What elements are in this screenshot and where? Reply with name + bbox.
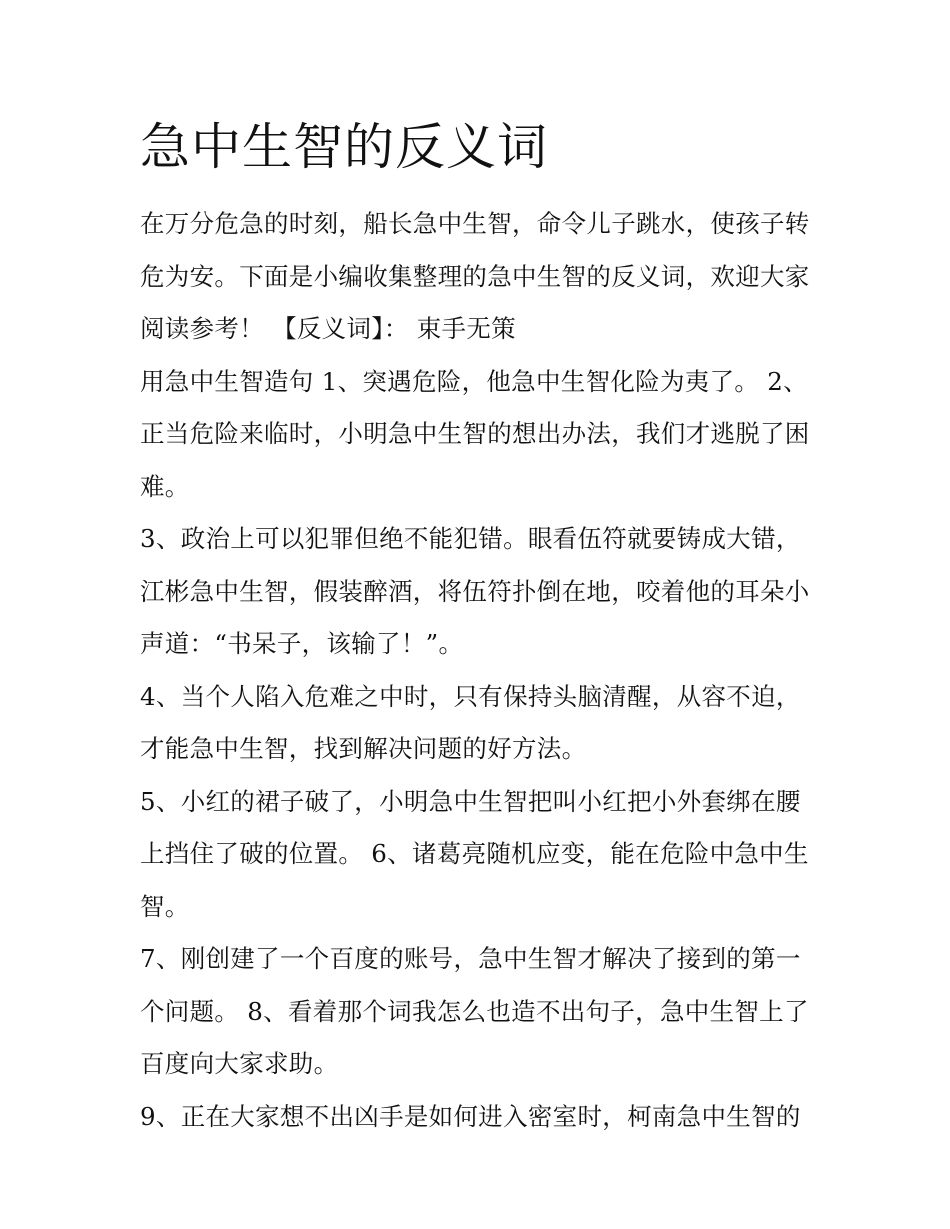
paragraph-examples-1-2: 用急中生智造句 1、突遇危险，他急中生智化险为夷了。 2、正当危险来临时，小明急中生智的想出办法，我们才逃脱了困难。	[140, 366, 810, 501]
paragraph-example-9: 9、正在大家想不出凶手是如何进入密室时，柯南急中生智的	[140, 1101, 801, 1131]
page-title: 急中生智的反义词	[140, 118, 548, 176]
document-body	[140, 198, 812, 1143]
paragraph-example-4: 4、当个人陷入危难之中时，只有保持头脑清醒，从容不迫，才能急中生智，找到解决问题的好方法。	[140, 681, 801, 763]
paragraph-intro: 在万分危急的时刻，船长急中生智，命令儿子跳水，使孩子转危为安。下面是小编收集整理的急中生智的反义词，欢迎大家阅读参考！ 【反义词】： 束手无策	[140, 209, 810, 343]
paragraph-example-3: 3、政治上可以犯罪但绝不能犯错。眼看伍符就要铸成大错，江彬急中生智，假装醉酒，将伍符扑倒在地，咬着他的耳朵小声道：“书呆子，该输了！”。	[140, 524, 810, 658]
paragraph-examples-7-8: 7、刚创建了一个百度的账号，急中生智才解决了接到的第一个问题。 8、看着那个词我怎么也造不出句子，急中生智上了百度向大家求助。	[140, 944, 809, 1078]
paragraph-examples-5-6: 5、小红的裙子破了，小明急中生智把叫小红把小外套绑在腰上挡住了破的位置。 6、诸葛亮随机应变，能在危险中急中生智。	[140, 786, 809, 921]
